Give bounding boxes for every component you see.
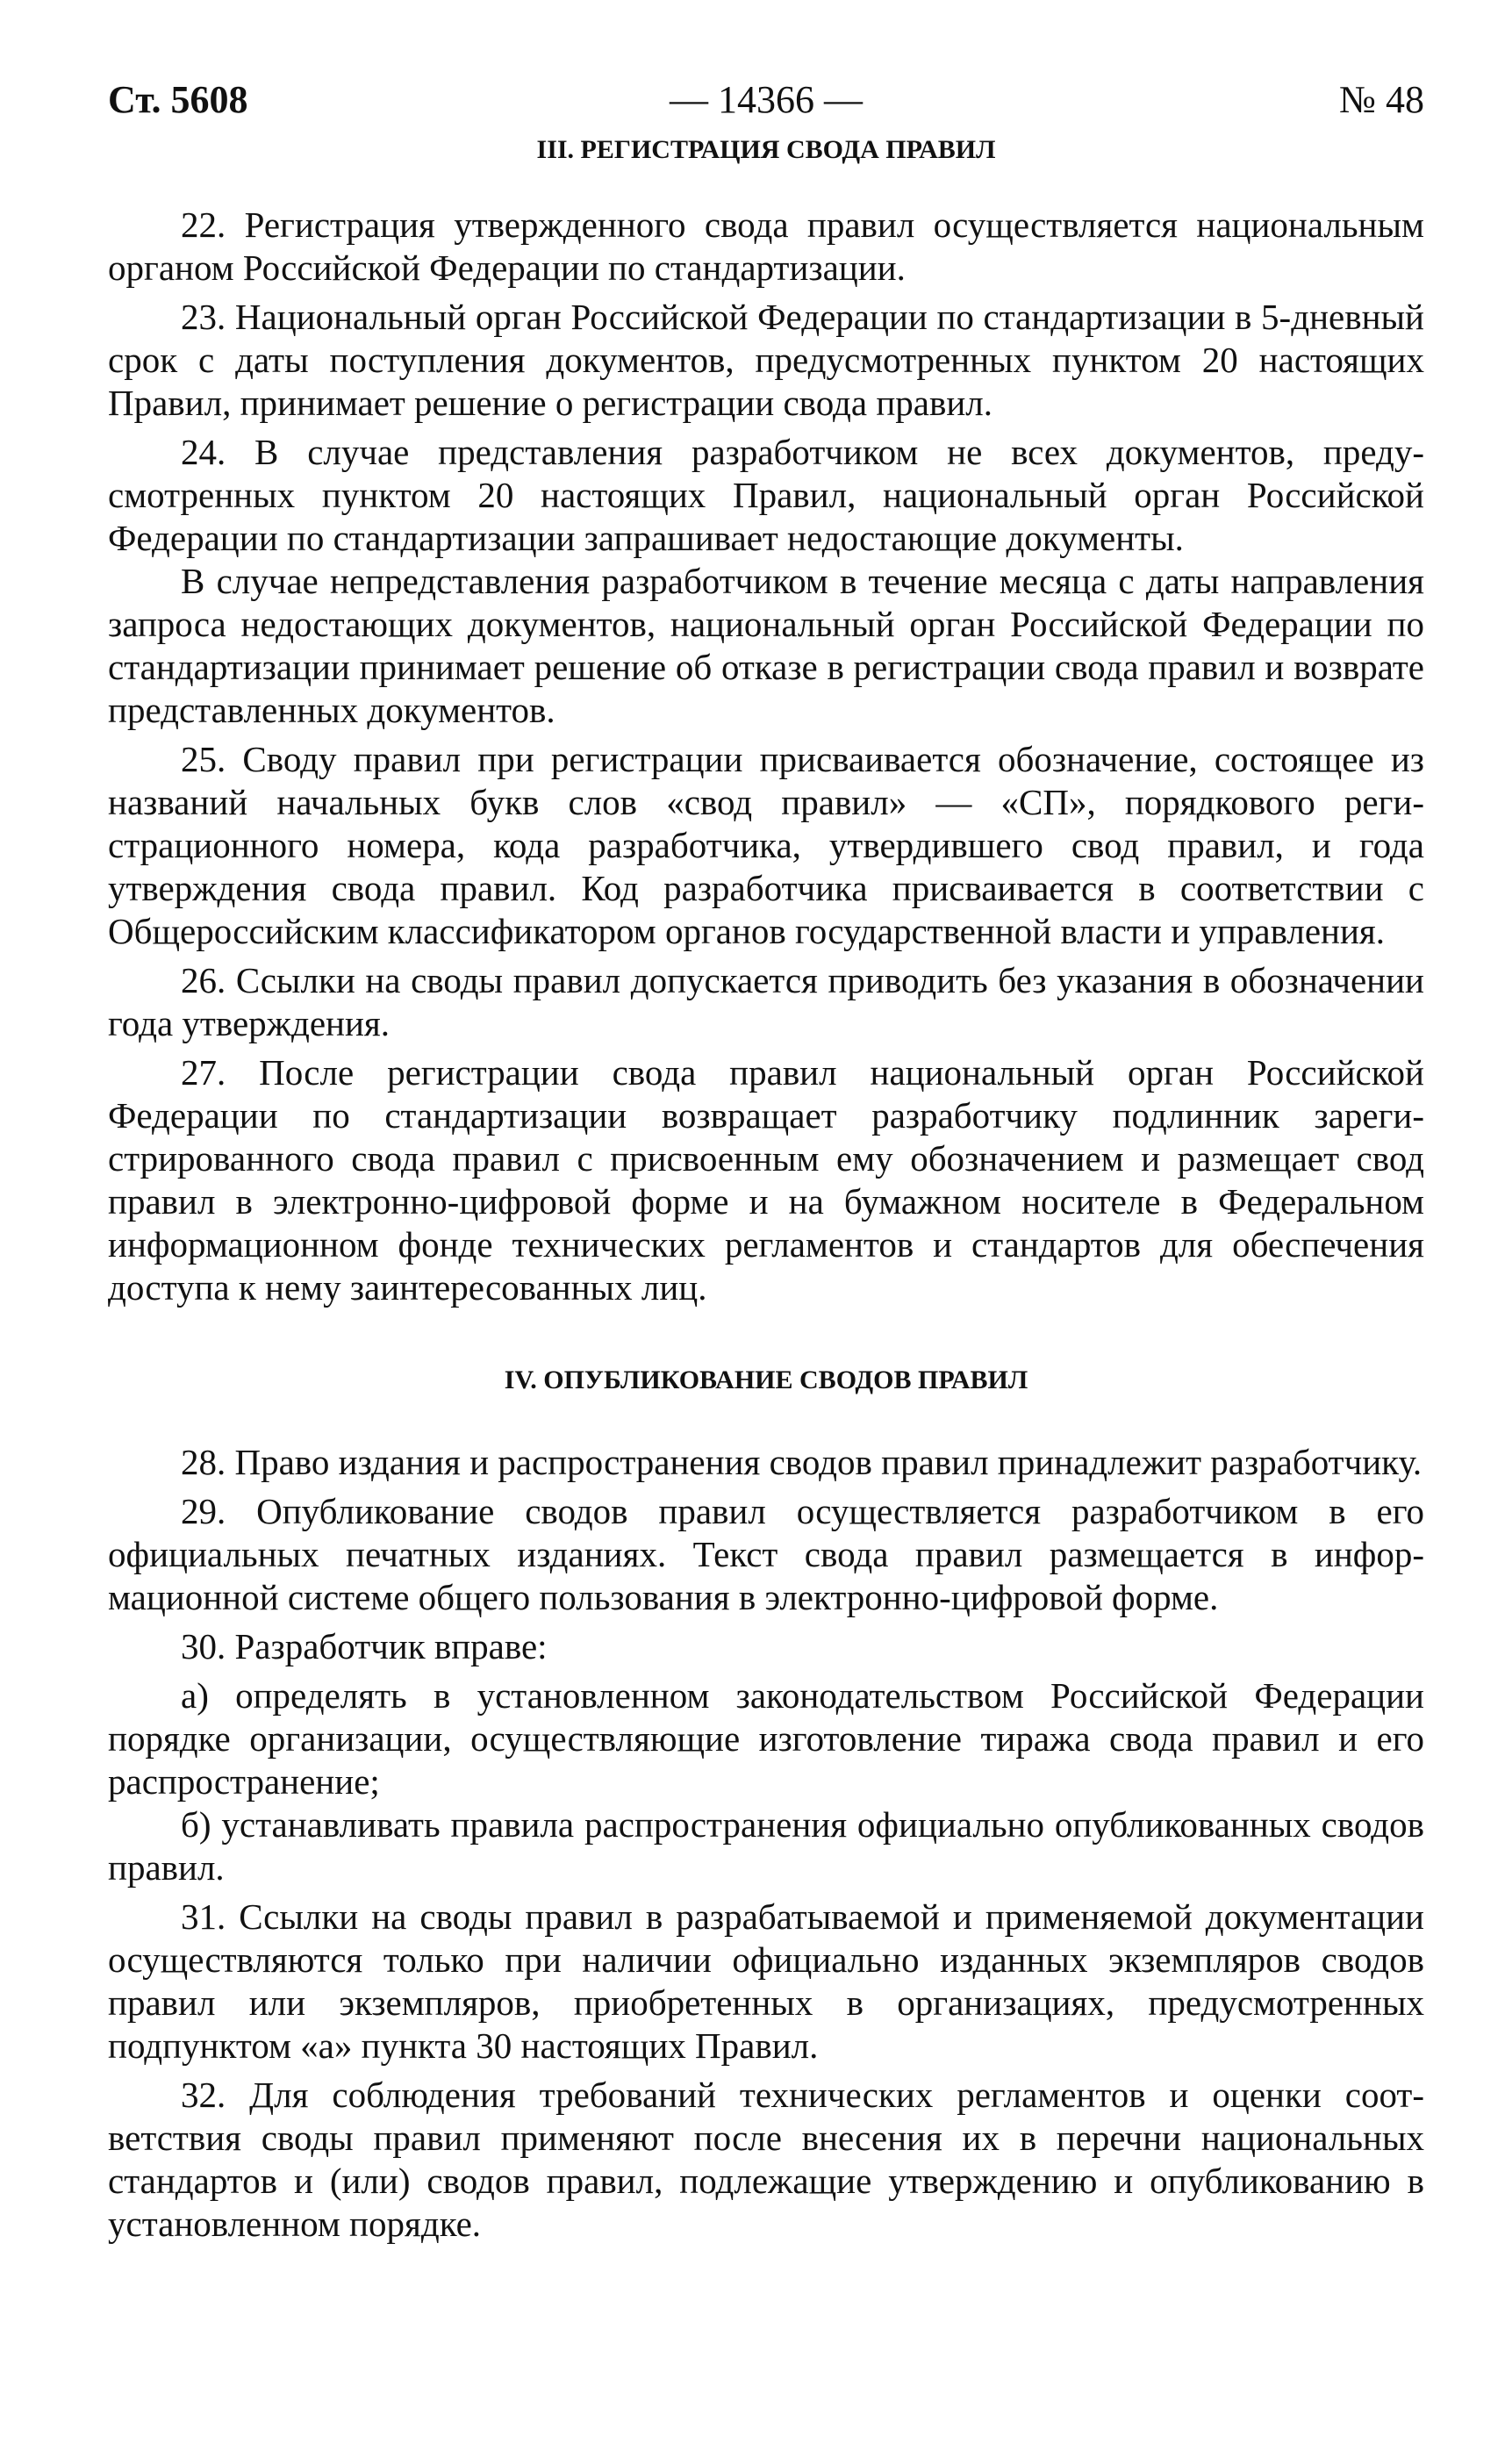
paragraph-26: 26. Ссылки на своды правил допускается приводить без указания в обозначении года утверждения. xyxy=(108,960,1424,1043)
running-head xyxy=(108,77,1424,130)
paragraph-29: 29. Опубликование сводов правил осуществляется разработчиком в его официальных печатных изданиях. Текст свода правил размещается в информационной системе общего пользования в электронно-цифровой форме. xyxy=(108,1491,1424,1617)
paragraph-28: 28. Право издания и распространения сводов правил принадлежит разработчику. xyxy=(181,1442,1422,1482)
paragraph-24-continued: В случае непредставления разработчиком в течение месяца с даты направления запроса недостающих документов, национальный орган Российской Федерации по стандартизации принимает решение об отказе в регистрации свода правил и возврате представленных документов. xyxy=(108,561,1424,730)
paragraph-23: 23. Национальный орган Российской Федерации по стандартизации в 5-дневный срок с даты поступления документов, предусмотренных пунктом 20 настоящих Правил, принимает решение о регистрации свода правил. xyxy=(108,297,1424,423)
section-title-registration: III. РЕГИСТРАЦИЯ СВОДА ПРАВИЛ xyxy=(536,135,996,164)
paragraph-27: 27. После регистрации свода правил национальный орган Российской Федерации по стандартизации возвращает разработчику подлинник зарегистрированного свода правил с присвоенным ему обозначением и размещает свод правил в электронно-цифровой форме и на бумажном носителе в Федеральном информационном фонде технических регламентов и стандартов для обеспечения доступа к нему заинтересованных лиц. xyxy=(108,1052,1424,1308)
issue-number: № 48 xyxy=(1339,78,1424,121)
paragraph-30: 30. Разработчик вправе: xyxy=(181,1626,548,1666)
paragraph-31: 31. Ссылки на своды правил в разрабатываемой и применяемой документации осуществляются только при наличии официально изданных экземпляров сводов правил или экземпляров, приобретенных в организациях, предусмотренных подпунктом «а» пункта 30 настоящих Правил. xyxy=(108,1896,1424,2066)
page-number: — 14366 — xyxy=(670,78,863,121)
paragraph-30-a: а) определять в установленном законодательством Российской Федерации порядке организации, осуществляющие изготовление тиража свода правил и его распространение; xyxy=(108,1675,1424,1802)
paragraph-30-b: б) устанавливать правила распространения официально опубликованных сводов правил. xyxy=(108,1804,1424,1888)
paragraph-22: 22. Регистрация утвержденного свода правил осуществляется национальным органом Российской Федерации по стандартизации. xyxy=(108,204,1424,288)
paragraph-24: 24. В случае представления разработчиком не всех документов, предусмотренных пунктом 20 настоящих Правил, национальный орган Российской Федерации по стандартизации запрашивает недостающие документы. xyxy=(108,432,1424,558)
paragraph-32: 32. Для соблюдения требований технических регламентов и оценки соответствия своды правил применяют после внесения их в перечни национальных стандартов и (или) сводов правил, подлежащие утверждению и опубликованию в установленном порядке. xyxy=(108,2075,1424,2244)
paragraph-25: 25. Своду правил при регистрации присваивается обозначение, состоящее из названий начальных букв слов «свод правил» — «СП», порядкового регистрационного номера, кода разработчика, утвердившего свод правил, и года утверждения свода правил. Код разработчика присваивается в соответствии с Общероссийским классификатором органов государственной власти и управления. xyxy=(108,739,1424,951)
section-title-publication: IV. ОПУБЛИКОВАНИЕ СВОДОВ ПРАВИЛ xyxy=(504,1365,1028,1394)
article-number: Ст. 5608 xyxy=(108,78,248,121)
